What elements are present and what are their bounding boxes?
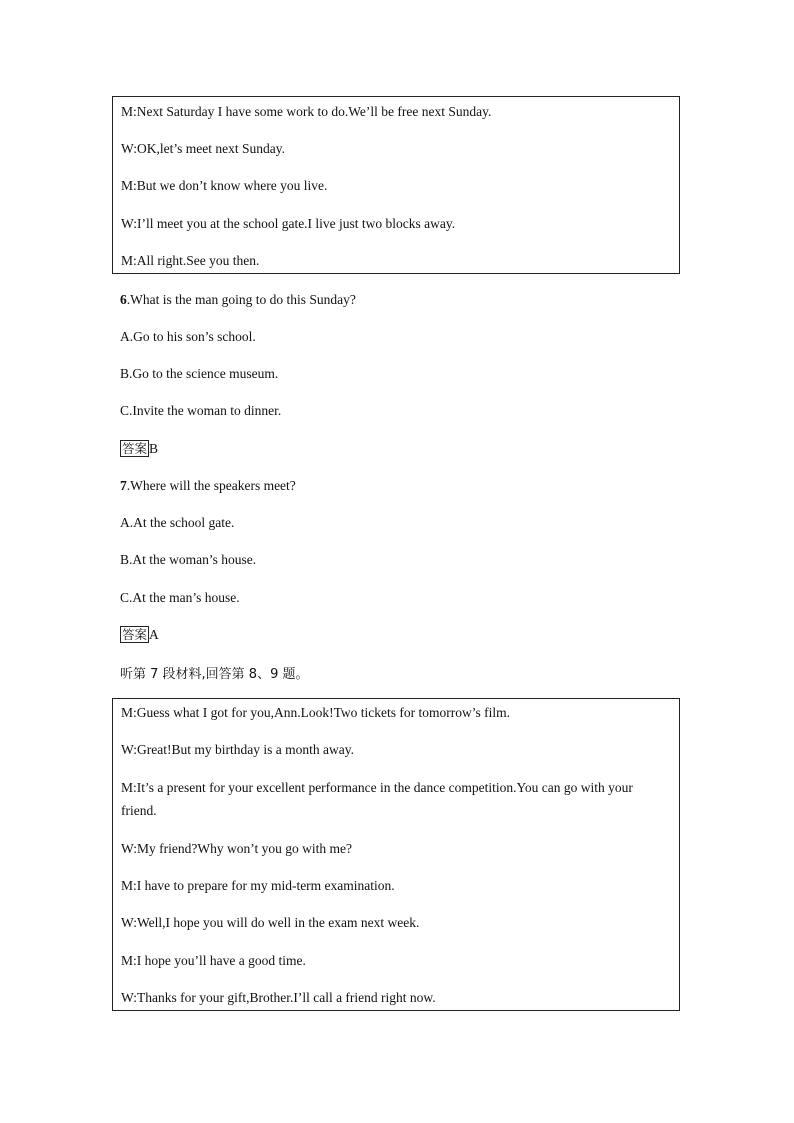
dialogue-line: M:Next Saturday I have some work to do.We’ll be free next Sunday.	[121, 104, 492, 119]
question-text: .Where will the speakers meet?	[126, 478, 296, 493]
answer-6	[120, 440, 158, 457]
dialogue-line: M:All right.See you then.	[121, 253, 260, 268]
option-a: A.Go to his son’s school.	[120, 329, 256, 344]
dialogue-line: W:Well,I hope you will do well in the exam next week.	[121, 915, 420, 930]
option-b: B.Go to the science museum.	[120, 366, 279, 381]
question-text: .What is the man going to do this Sunday?	[126, 292, 356, 307]
dialogue-line: M:I hope you’ll have a good time.	[121, 953, 306, 968]
dialogue-line: W:I’ll meet you at the school gate.I live just two blocks away.	[121, 216, 456, 231]
question-number: 6	[120, 292, 127, 307]
dialogue-line: M:I have to prepare for my mid-term examination.	[121, 878, 395, 893]
dialogue-line: M:Guess what I got for you,Ann.Look!Two tickets for tomorrow’s film.	[121, 705, 511, 720]
question-number: 7	[120, 478, 127, 493]
answer-value: B	[149, 441, 159, 456]
question-6	[120, 292, 356, 308]
answer-7	[120, 626, 159, 643]
answer-label-box: 答案	[122, 441, 148, 456]
dialogue-box-1	[112, 96, 680, 274]
answer-label-box: 答案	[122, 627, 148, 642]
section-heading: 听第 7 段材料,回答第 8、9 题。	[120, 667, 309, 682]
dialogue-line: W:Thanks for your gift,Brother.I’ll call a friend right now.	[121, 990, 436, 1005]
option-c: C.At the man’s house.	[120, 590, 240, 605]
dialogue-line: M:But we don’t know where you live.	[121, 178, 328, 193]
option-a: A.At the school gate.	[120, 515, 235, 530]
dialogue-line: W:My friend?Why won’t you go with me?	[121, 841, 352, 856]
dialogue-line: W:OK,let’s meet next Sunday.	[121, 141, 285, 156]
question-7	[120, 478, 296, 494]
option-b: B.At the woman’s house.	[120, 552, 257, 567]
dialogue-line: M:It’s a present for your excellent performance in the dance competition.You can go with your friend.	[121, 780, 633, 818]
answer-value: A	[149, 627, 159, 642]
option-c: C.Invite the woman to dinner.	[120, 403, 282, 418]
dialogue-line: W:Great!But my birthday is a month away.	[121, 742, 354, 757]
dialogue-box-2	[112, 698, 680, 1011]
